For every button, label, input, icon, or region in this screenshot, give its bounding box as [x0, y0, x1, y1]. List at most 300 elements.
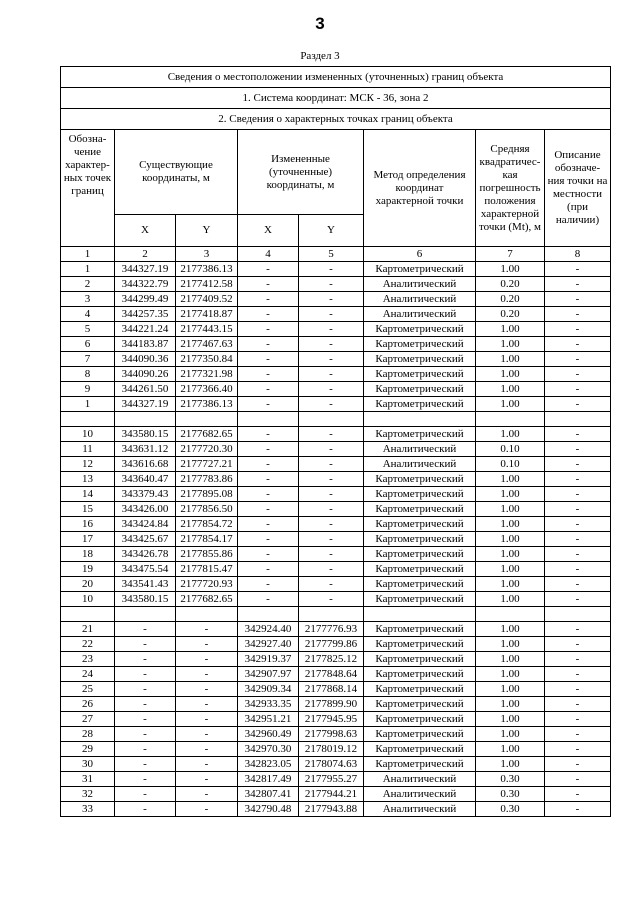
existing-x-cell: -: [115, 757, 176, 772]
header-method: Метод определения координат характерной точки: [364, 130, 476, 247]
empty-cell: [545, 412, 611, 427]
method-cell: Картометрический: [364, 652, 476, 667]
existing-x-cell: 343616.68: [115, 457, 176, 472]
changed-x-cell: 342907.97: [238, 667, 299, 682]
existing-x-cell: -: [115, 697, 176, 712]
accuracy-cell: 1.00: [476, 682, 545, 697]
description-cell: -: [545, 592, 611, 607]
point-id-cell: 3: [61, 292, 115, 307]
empty-cell: [364, 412, 476, 427]
changed-x-cell: -: [238, 322, 299, 337]
header-description: Описание обозначе-ния точки на местности (при наличии): [545, 130, 611, 247]
description-cell: -: [545, 697, 611, 712]
existing-y-cell: 2177412.58: [176, 277, 238, 292]
description-cell: -: [545, 277, 611, 292]
point-id-cell: 9: [61, 382, 115, 397]
existing-x-cell: -: [115, 712, 176, 727]
existing-x-cell: 344090.36: [115, 352, 176, 367]
changed-y-cell: -: [299, 502, 364, 517]
description-cell: -: [545, 262, 611, 277]
table-row: [61, 682, 611, 697]
existing-y-cell: 2177443.15: [176, 322, 238, 337]
point-id-cell: 5: [61, 322, 115, 337]
method-cell: Картометрический: [364, 487, 476, 502]
method-cell: Картометрический: [364, 472, 476, 487]
method-cell: Аналитический: [364, 457, 476, 472]
accuracy-cell: 1.00: [476, 427, 545, 442]
existing-y-cell: 2177418.87: [176, 307, 238, 322]
accuracy-cell: 0.30: [476, 772, 545, 787]
point-id-cell: 4: [61, 307, 115, 322]
point-id-cell: 11: [61, 442, 115, 457]
changed-y-cell: -: [299, 352, 364, 367]
accuracy-cell: 1.00: [476, 622, 545, 637]
changed-x-cell: -: [238, 547, 299, 562]
existing-x-cell: 344183.87: [115, 337, 176, 352]
empty-cell: [61, 412, 115, 427]
description-cell: -: [545, 712, 611, 727]
coordinate-system: 1. Система координат: МСК - 36, зона 2: [61, 88, 611, 109]
table-row: [61, 727, 611, 742]
existing-y-cell: -: [176, 622, 238, 637]
existing-x-cell: 343631.12: [115, 442, 176, 457]
description-cell: -: [545, 772, 611, 787]
changed-x-cell: -: [238, 352, 299, 367]
description-cell: -: [545, 742, 611, 757]
accuracy-cell: 1.00: [476, 637, 545, 652]
method-cell: Картометрический: [364, 727, 476, 742]
method-cell: Картометрический: [364, 622, 476, 637]
description-cell: -: [545, 757, 611, 772]
method-cell: Картометрический: [364, 592, 476, 607]
point-id-cell: 32: [61, 787, 115, 802]
table-row: [61, 292, 611, 307]
changed-y-cell: 2177899.90: [299, 697, 364, 712]
method-cell: Картометрический: [364, 382, 476, 397]
existing-x-cell: 343424.84: [115, 517, 176, 532]
accuracy-cell: 0.10: [476, 442, 545, 457]
accuracy-cell: 1.00: [476, 322, 545, 337]
empty-cell: [545, 607, 611, 622]
point-id-cell: 15: [61, 502, 115, 517]
existing-x-cell: 343475.54: [115, 562, 176, 577]
existing-y-cell: -: [176, 772, 238, 787]
existing-y-cell: 2177895.08: [176, 487, 238, 502]
changed-x-cell: 342817.49: [238, 772, 299, 787]
method-cell: Картометрический: [364, 667, 476, 682]
table-row: [61, 772, 611, 787]
column-number: 7: [476, 247, 545, 262]
column-number: 4: [238, 247, 299, 262]
group-separator-row: [61, 607, 611, 622]
column-numbers-row: [61, 247, 611, 262]
existing-y-cell: 2177854.72: [176, 517, 238, 532]
changed-x-cell: -: [238, 427, 299, 442]
description-cell: -: [545, 637, 611, 652]
table-row: [61, 442, 611, 457]
existing-x-cell: 343640.47: [115, 472, 176, 487]
empty-cell: [476, 412, 545, 427]
changed-y-cell: 2177998.63: [299, 727, 364, 742]
point-id-cell: 22: [61, 637, 115, 652]
accuracy-cell: 0.30: [476, 787, 545, 802]
changed-y-cell: 2177776.93: [299, 622, 364, 637]
method-cell: Картометрический: [364, 517, 476, 532]
existing-x-cell: 343379.43: [115, 487, 176, 502]
method-cell: Картометрический: [364, 427, 476, 442]
changed-x-cell: 342919.37: [238, 652, 299, 667]
changed-y-cell: 2178019.12: [299, 742, 364, 757]
existing-y-cell: -: [176, 637, 238, 652]
column-number: 2: [115, 247, 176, 262]
changed-y-cell: -: [299, 442, 364, 457]
point-id-cell: 28: [61, 727, 115, 742]
changed-x-cell: -: [238, 577, 299, 592]
existing-x-cell: -: [115, 727, 176, 742]
accuracy-cell: 1.00: [476, 667, 545, 682]
changed-y-cell: 2177825.12: [299, 652, 364, 667]
method-cell: Аналитический: [364, 787, 476, 802]
point-id-cell: 25: [61, 682, 115, 697]
method-cell: Картометрический: [364, 682, 476, 697]
table-row: [61, 427, 611, 442]
existing-x-cell: -: [115, 652, 176, 667]
point-id-cell: 1: [61, 262, 115, 277]
changed-x-cell: 342960.49: [238, 727, 299, 742]
point-id-cell: 10: [61, 427, 115, 442]
existing-y-cell: 2177720.30: [176, 442, 238, 457]
existing-y-cell: -: [176, 697, 238, 712]
header-x: X: [115, 215, 176, 247]
description-cell: -: [545, 682, 611, 697]
existing-x-cell: -: [115, 637, 176, 652]
accuracy-cell: 1.00: [476, 472, 545, 487]
table-row: [61, 262, 611, 277]
accuracy-cell: 1.00: [476, 652, 545, 667]
existing-x-cell: 344299.49: [115, 292, 176, 307]
changed-x-cell: 342790.48: [238, 802, 299, 817]
header-existing: Существующие координаты, м: [115, 130, 238, 215]
existing-y-cell: -: [176, 787, 238, 802]
existing-y-cell: 2177366.40: [176, 382, 238, 397]
table-row: [61, 697, 611, 712]
existing-y-cell: -: [176, 742, 238, 757]
description-cell: -: [545, 547, 611, 562]
changed-x-cell: -: [238, 337, 299, 352]
table-row: [61, 757, 611, 772]
description-cell: -: [545, 322, 611, 337]
existing-x-cell: 344327.19: [115, 262, 176, 277]
changed-x-cell: 342823.05: [238, 757, 299, 772]
point-id-cell: 10: [61, 592, 115, 607]
point-id-cell: 1: [61, 397, 115, 412]
method-cell: Картометрический: [364, 322, 476, 337]
point-id-cell: 23: [61, 652, 115, 667]
point-id-cell: 12: [61, 457, 115, 472]
method-cell: Картометрический: [364, 337, 476, 352]
description-cell: -: [545, 577, 611, 592]
changed-x-cell: -: [238, 262, 299, 277]
existing-y-cell: 2177321.98: [176, 367, 238, 382]
table-row: [61, 742, 611, 757]
changed-x-cell: -: [238, 382, 299, 397]
table-row: [61, 547, 611, 562]
header-designation: Обозна-чение характер-ных точек границ: [61, 130, 115, 247]
existing-y-cell: 2177783.86: [176, 472, 238, 487]
changed-x-cell: 342807.41: [238, 787, 299, 802]
existing-x-cell: 344090.26: [115, 367, 176, 382]
method-cell: Картометрический: [364, 562, 476, 577]
table-row: [61, 517, 611, 532]
existing-y-cell: 2177855.86: [176, 547, 238, 562]
empty-cell: [115, 607, 176, 622]
changed-y-cell: -: [299, 307, 364, 322]
point-id-cell: 31: [61, 772, 115, 787]
existing-y-cell: 2177682.65: [176, 592, 238, 607]
changed-y-cell: -: [299, 292, 364, 307]
method-cell: Картометрический: [364, 262, 476, 277]
changed-x-cell: 342933.35: [238, 697, 299, 712]
existing-x-cell: -: [115, 787, 176, 802]
existing-x-cell: 344327.19: [115, 397, 176, 412]
description-cell: -: [545, 397, 611, 412]
changed-x-cell: -: [238, 277, 299, 292]
accuracy-cell: 0.20: [476, 292, 545, 307]
description-cell: -: [545, 532, 611, 547]
description-cell: -: [545, 472, 611, 487]
point-id-cell: 14: [61, 487, 115, 502]
point-id-cell: 17: [61, 532, 115, 547]
accuracy-cell: 1.00: [476, 262, 545, 277]
changed-y-cell: -: [299, 577, 364, 592]
description-cell: -: [545, 787, 611, 802]
empty-cell: [299, 412, 364, 427]
group-separator-row: [61, 412, 611, 427]
accuracy-cell: 1.00: [476, 367, 545, 382]
table-row: [61, 277, 611, 292]
accuracy-cell: 0.20: [476, 277, 545, 292]
point-id-cell: 6: [61, 337, 115, 352]
accuracy-cell: 1.00: [476, 397, 545, 412]
existing-y-cell: 2177682.65: [176, 427, 238, 442]
accuracy-cell: 1.00: [476, 487, 545, 502]
empty-cell: [61, 607, 115, 622]
existing-x-cell: 344322.79: [115, 277, 176, 292]
table-row: [61, 622, 611, 637]
accuracy-cell: 1.00: [476, 337, 545, 352]
table-row: [61, 652, 611, 667]
table-row: [61, 322, 611, 337]
changed-x-cell: -: [238, 472, 299, 487]
accuracy-cell: 1.00: [476, 517, 545, 532]
changed-x-cell: -: [238, 517, 299, 532]
point-id-cell: 29: [61, 742, 115, 757]
existing-y-cell: -: [176, 757, 238, 772]
column-number: 1: [61, 247, 115, 262]
changed-y-cell: 2177943.88: [299, 802, 364, 817]
changed-x-cell: -: [238, 562, 299, 577]
column-number: 8: [545, 247, 611, 262]
existing-y-cell: -: [176, 712, 238, 727]
description-cell: -: [545, 802, 611, 817]
section-label: Раздел 3: [300, 50, 340, 62]
changed-y-cell: -: [299, 397, 364, 412]
existing-y-cell: 2177409.52: [176, 292, 238, 307]
method-cell: Картометрический: [364, 397, 476, 412]
changed-x-cell: -: [238, 502, 299, 517]
empty-cell: [238, 412, 299, 427]
changed-y-cell: -: [299, 457, 364, 472]
changed-x-cell: -: [238, 307, 299, 322]
description-cell: -: [545, 367, 611, 382]
existing-y-cell: -: [176, 802, 238, 817]
existing-x-cell: 343580.15: [115, 592, 176, 607]
existing-y-cell: 2177350.84: [176, 352, 238, 367]
accuracy-cell: 1.00: [476, 757, 545, 772]
changed-y-cell: -: [299, 562, 364, 577]
changed-x-cell: -: [238, 442, 299, 457]
empty-cell: [176, 607, 238, 622]
table-row: [61, 382, 611, 397]
existing-x-cell: 343541.43: [115, 577, 176, 592]
method-cell: Картометрический: [364, 697, 476, 712]
accuracy-cell: 1.00: [476, 577, 545, 592]
changed-x-cell: 342970.30: [238, 742, 299, 757]
method-cell: Аналитический: [364, 772, 476, 787]
existing-y-cell: 2177856.50: [176, 502, 238, 517]
changed-y-cell: -: [299, 382, 364, 397]
table-row: [61, 592, 611, 607]
method-cell: Картометрический: [364, 352, 476, 367]
description-cell: -: [545, 352, 611, 367]
existing-x-cell: 343580.15: [115, 427, 176, 442]
page-number: 3: [315, 14, 325, 33]
header-accuracy: Средняя квадратичес-кая погрешность положения характерной точки (Mt), м: [476, 130, 545, 247]
existing-x-cell: 344261.50: [115, 382, 176, 397]
changed-x-cell: -: [238, 457, 299, 472]
table-row: [61, 502, 611, 517]
changed-y-cell: 2177848.64: [299, 667, 364, 682]
existing-x-cell: 343425.67: [115, 532, 176, 547]
method-cell: Картометрический: [364, 637, 476, 652]
existing-y-cell: -: [176, 682, 238, 697]
existing-x-cell: -: [115, 742, 176, 757]
existing-x-cell: -: [115, 682, 176, 697]
table-row: [61, 802, 611, 817]
changed-x-cell: -: [238, 367, 299, 382]
existing-x-cell: -: [115, 802, 176, 817]
existing-y-cell: -: [176, 727, 238, 742]
method-cell: Картометрический: [364, 367, 476, 382]
table-row: [61, 577, 611, 592]
point-id-cell: 21: [61, 622, 115, 637]
point-id-cell: 18: [61, 547, 115, 562]
point-id-cell: 27: [61, 712, 115, 727]
accuracy-cell: 1.00: [476, 562, 545, 577]
description-cell: -: [545, 727, 611, 742]
table-row: [61, 667, 611, 682]
changed-y-cell: -: [299, 367, 364, 382]
existing-y-cell: 2177815.47: [176, 562, 238, 577]
existing-y-cell: -: [176, 652, 238, 667]
description-cell: -: [545, 382, 611, 397]
description-cell: -: [545, 517, 611, 532]
point-id-cell: 2: [61, 277, 115, 292]
header-y: Y: [176, 215, 238, 247]
column-number: 5: [299, 247, 364, 262]
table-row: [61, 352, 611, 367]
accuracy-cell: 1.00: [476, 547, 545, 562]
accuracy-cell: 1.00: [476, 742, 545, 757]
point-id-cell: 26: [61, 697, 115, 712]
changed-y-cell: 2177955.27: [299, 772, 364, 787]
existing-y-cell: 2177467.63: [176, 337, 238, 352]
changed-y-cell: 2177944.21: [299, 787, 364, 802]
method-cell: Аналитический: [364, 442, 476, 457]
header-y-changed: Y: [299, 215, 364, 247]
points-heading: 2. Сведения о характерных точках границ объекта: [61, 109, 611, 130]
point-id-cell: 20: [61, 577, 115, 592]
point-id-cell: 13: [61, 472, 115, 487]
table-row: [61, 307, 611, 322]
existing-y-cell: -: [176, 667, 238, 682]
method-cell: Аналитический: [364, 307, 476, 322]
method-cell: Картометрический: [364, 712, 476, 727]
accuracy-cell: 1.00: [476, 502, 545, 517]
accuracy-cell: 1.00: [476, 592, 545, 607]
changed-x-cell: -: [238, 397, 299, 412]
description-cell: -: [545, 667, 611, 682]
point-id-cell: 8: [61, 367, 115, 382]
description-cell: -: [545, 562, 611, 577]
method-cell: Аналитический: [364, 802, 476, 817]
table-row: [61, 457, 611, 472]
empty-cell: [364, 607, 476, 622]
existing-y-cell: 2177727.21: [176, 457, 238, 472]
table-row: [61, 397, 611, 412]
accuracy-cell: 1.00: [476, 712, 545, 727]
table-row: [61, 487, 611, 502]
boundary-points-table: [60, 66, 611, 817]
table-row: [61, 637, 611, 652]
existing-x-cell: -: [115, 667, 176, 682]
point-id-cell: 19: [61, 562, 115, 577]
changed-y-cell: 2177868.14: [299, 682, 364, 697]
description-cell: -: [545, 307, 611, 322]
existing-x-cell: 343426.78: [115, 547, 176, 562]
accuracy-cell: 1.00: [476, 697, 545, 712]
accuracy-cell: 0.10: [476, 457, 545, 472]
table-row: [61, 712, 611, 727]
changed-x-cell: -: [238, 292, 299, 307]
existing-x-cell: 344221.24: [115, 322, 176, 337]
method-cell: Картометрический: [364, 757, 476, 772]
empty-cell: [299, 607, 364, 622]
description-cell: -: [545, 502, 611, 517]
accuracy-cell: 1.00: [476, 532, 545, 547]
empty-cell: [238, 607, 299, 622]
accuracy-cell: 1.00: [476, 352, 545, 367]
method-cell: Аналитический: [364, 277, 476, 292]
changed-y-cell: -: [299, 427, 364, 442]
description-cell: -: [545, 457, 611, 472]
description-cell: -: [545, 442, 611, 457]
changed-y-cell: -: [299, 532, 364, 547]
table-row: [61, 562, 611, 577]
empty-cell: [476, 607, 545, 622]
changed-y-cell: -: [299, 472, 364, 487]
existing-x-cell: 343426.00: [115, 502, 176, 517]
